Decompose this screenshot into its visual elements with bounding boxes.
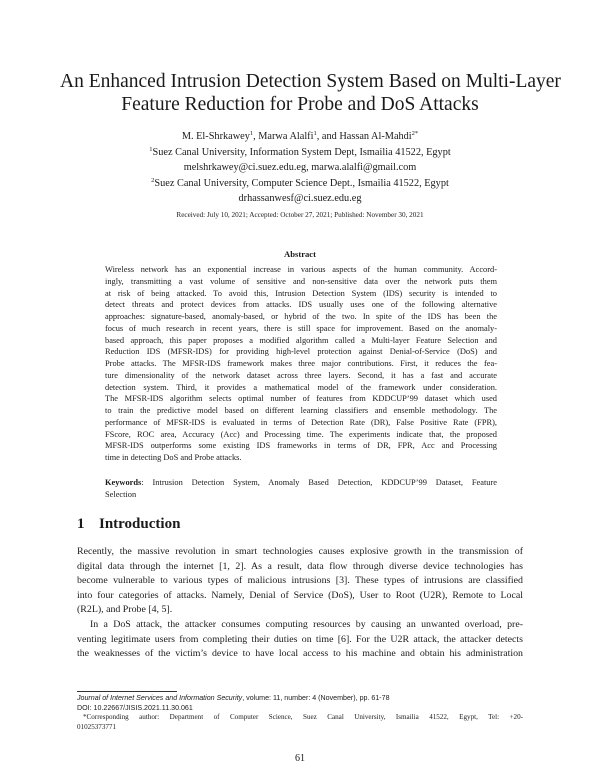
keywords-block <box>105 477 497 501</box>
corresponding-author-line-1: *Corresponding author: Department of Computer Science, Suez Canal University, Ismailia 41522, Egypt, Tel: +20- <box>83 713 523 722</box>
abstract-line: Wireless network has an exponential increase in various aspects of the human community. Accord- <box>105 265 497 274</box>
paper-title <box>60 70 561 116</box>
author-3: and Hassan Al-Mahdi <box>321 131 412 142</box>
section-title: Introduction <box>99 516 181 532</box>
abstract-line: MFSR-IDS outperforms some existing IDS frameworks in terms of DR, FPR, Acc and Processing <box>105 441 497 451</box>
journal-name: Journal of Internet Services and Information Security <box>77 694 243 702</box>
title-line-1: An Enhanced Intrusion Detection System Based on Multi-Layer <box>60 71 561 92</box>
abstract-body <box>105 264 497 464</box>
affiliation-1-text: Suez Canal University, Information System Dept, Ismailia 41522, Egypt <box>152 146 451 158</box>
abstract-line: The MFSR-IDS algorithm selects optimal number of features from KDDCUP’99 dataset which used <box>105 394 497 404</box>
affiliation-2-text: Suez Canal University, Computer Science Dept., Ismailia 41522, Egypt <box>154 177 449 189</box>
affiliation-1-mark: 1 <box>149 145 153 153</box>
abstract-line: to train the predictive model based on different learning classifiers and ensemble methodology. The <box>105 406 497 415</box>
corresponding-author-line-2: 01025373771 <box>77 722 117 731</box>
abstract-line: performance of MFSR-IDS is evaluated in terms of Detection Rate (DR), False Positive Rate (FPR), <box>105 417 497 427</box>
section-number: 1 <box>77 516 85 532</box>
keywords-line-1 <box>105 477 497 489</box>
body-line: digital data through the internet [1, 2]. As a result, data flow through diverse device technologies has <box>77 560 523 572</box>
abstract-line: approaches: signature-based, anomaly-based, or hybrid of the two. In spite of the IDS has been the <box>105 312 497 321</box>
author-block <box>60 129 540 207</box>
abstract-line: focus of much research in recent years, there is still space for improvement. Based on the anomaly- <box>105 323 497 333</box>
email-2: drhassanwesf@ci.suez.edu.eg <box>238 193 362 204</box>
section-heading <box>77 516 180 533</box>
author-3-mark: 2* <box>411 130 419 137</box>
publication-dates: Received: July 10, 2021; Accepted: October 27, 2021; Published: November 30, 2021 <box>176 211 424 219</box>
author-names: M. El-Shrkawey$^1$, Marwa Alalfi$^1$, and Hassan Al-Mahdi$^{2*}$ <box>181 130 419 142</box>
abstract-line: time in detecting DoS and Probe attacks. <box>105 453 242 462</box>
author-1-mark: 1 <box>249 130 254 137</box>
abstract-line: Probe attacks. The MFSR-IDS framework makes three major contributions. First, it reduces the fea- <box>105 359 497 368</box>
affiliation-2-mark: 2 <box>151 176 155 184</box>
title-line-2: Feature Reduction for Probe and DoS Attacks <box>121 94 479 115</box>
keywords-text: : Intrusion Detection System, Anomaly Based Detection, KDDCUP’99 Dataset, Feature <box>141 478 497 487</box>
abstract-line: detect threats and protect devices from attacks. IDS usually uses one of the following alternative <box>105 300 497 310</box>
author-1: M. El-Shrkawey <box>181 131 250 142</box>
body-line: Recently, the massive revolution in smart technologies causes explosive growth in the transmission of <box>77 546 523 557</box>
body-line: into four categories of attacks. Namely, Denial of Service (DoS), User to Root (U2R), Remote to Local <box>77 589 523 601</box>
footnotes <box>77 694 523 732</box>
author-2: Marwa Alalfi <box>258 131 314 142</box>
author-2-mark: 1 <box>313 130 317 137</box>
abstract-line: ture dimensionality of the network dataset across three layers. Second, it has a fast and accurate <box>105 370 497 380</box>
abstract-line: detection system. Third, it provides a mathematical model of the framework under consideration. <box>105 382 497 392</box>
emails-1: melshrkawey@ci.suez.edu.eg, marwa.alalfi@gmail.com <box>183 162 417 173</box>
abstract-heading: Abstract <box>284 249 316 259</box>
affiliation-2 <box>60 176 540 192</box>
body-line: the weaknesses of the victim’s device to have local access to his machine and obtain his administration <box>77 648 523 660</box>
keywords-label: Keywords <box>105 478 142 487</box>
introduction-body <box>77 545 523 662</box>
abstract-line: based approach, this paper proposes a modified algorithm called a Multi-layer Feature Selection and <box>105 335 497 345</box>
doi-line: DOI: 10.22667/JISIS.2021.11.30.061 <box>77 703 193 712</box>
body-line: become vulnerable to various types of malicious intrusions [3]. These types of intrusions are classified <box>77 575 523 587</box>
journal-line <box>77 694 523 704</box>
body-line: In a DoS attack, the attacker consumes computing resources by causing an unwanted overload, pre- <box>90 618 523 630</box>
keywords-line-2: Selection <box>105 489 137 499</box>
abstract-line: at risk of being attacked. To avoid this, Intrusion Detection System (IDS) security is intended to <box>105 288 497 298</box>
page-number: 61 <box>295 753 305 764</box>
abstract-line: ingly, transmitting a vast volume of sensitive and non-sensitive data over the network puts them <box>105 276 497 286</box>
abstract-line: Reduction IDS (MFSR-IDS) for providing high-level protection against Denial-of-Service (DoS) and <box>105 347 497 357</box>
journal-details: , volume: 11, number: 4 (November), pp. 61-78 <box>242 694 390 702</box>
affiliation-1 <box>60 145 540 161</box>
footnote-rule <box>77 691 177 692</box>
body-line: (R2L), and Probe [4, 5]. <box>77 604 173 616</box>
body-line: venting legitimate users from completing their duties on time [6]. For the U2R attack, the attacker detects <box>77 633 523 645</box>
abstract-line: FScore, ROC area, Accuracy (Acc) and Processing time. The experiments indicate that, the proposed <box>105 429 497 439</box>
